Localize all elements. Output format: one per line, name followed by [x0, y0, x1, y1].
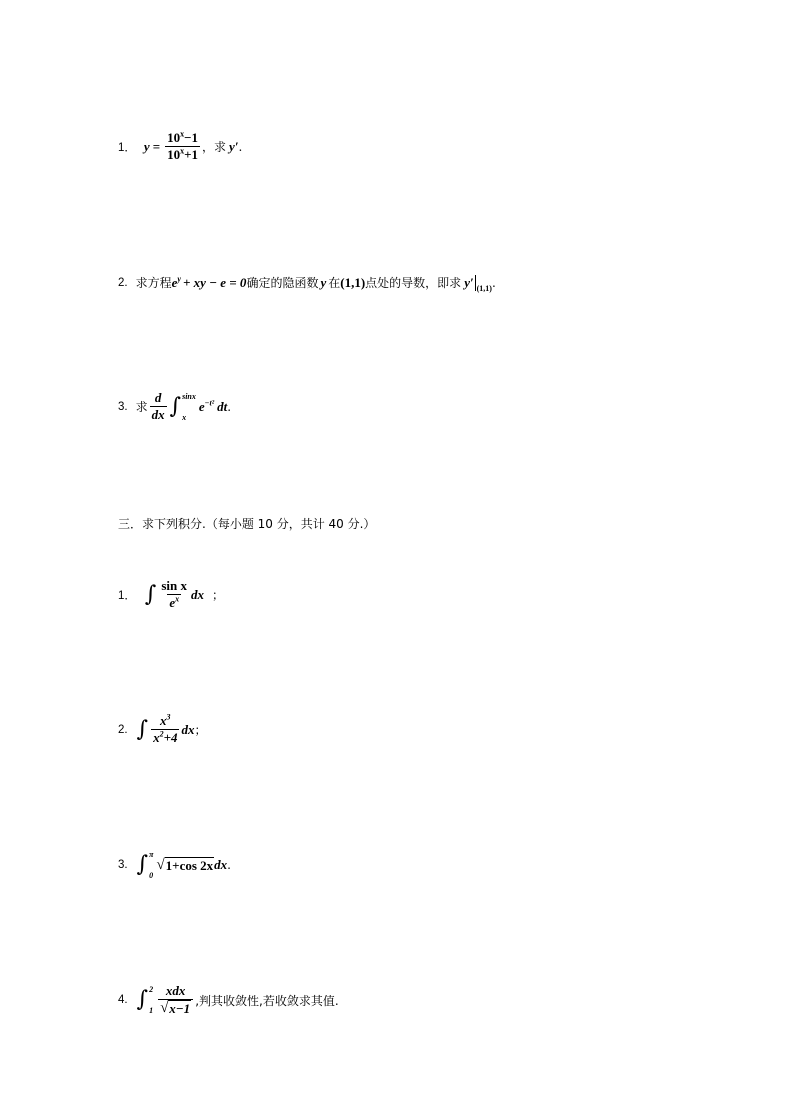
problem-3-4	[118, 983, 339, 1017]
integral-limits: sinx x	[182, 391, 196, 422]
differential: dx	[191, 586, 205, 602]
integral-sign: ∫	[144, 581, 157, 607]
period: .	[227, 399, 232, 414]
problem-3-3	[118, 850, 231, 880]
punctuation: ；	[212, 588, 225, 602]
fraction: $\frac{\text{sin x}}{e^x}$	[161, 578, 188, 610]
math-deriv: y′	[464, 274, 474, 290]
problem-number: 1．	[118, 141, 136, 154]
problem-3-1	[118, 578, 224, 611]
problem-text: ，求	[202, 140, 227, 154]
fraction: $\frac{x^3}{x^2+4}$	[153, 712, 178, 745]
fraction: xdx √ x−1	[158, 983, 193, 1017]
problem-text: 求	[135, 400, 148, 414]
problem-2-3	[118, 390, 231, 423]
math-var: y	[143, 138, 150, 154]
math-num: −1	[184, 130, 199, 145]
math-num: 10	[167, 147, 181, 162]
punctuation: ；	[194, 723, 207, 737]
problem-number: 3.	[118, 400, 128, 413]
math-exp: x	[180, 129, 185, 139]
period: .	[491, 275, 496, 290]
problem-number: 2.	[118, 723, 128, 736]
problem-number: 2.	[118, 276, 128, 289]
integral-sign: ∫	[136, 716, 149, 742]
math-expr: + xy − e = 0	[182, 274, 247, 290]
math-deriv: y′	[229, 138, 239, 154]
math-var: y	[320, 274, 327, 290]
problem-text: 在	[328, 276, 341, 290]
problem-text: 确定的隐函数	[246, 276, 319, 290]
differential: dx	[214, 857, 228, 872]
math-exp: x	[180, 146, 185, 156]
problem-text: ,判其收敛性,若收敛求其值.	[195, 993, 339, 1008]
problem-text: 点处的导数，即求	[365, 276, 462, 290]
differential: dx	[181, 721, 195, 737]
evaluation-bar	[475, 275, 476, 291]
section-heading: 三．求下列积分.（每小题 10 分，共计 40 分.）	[118, 517, 376, 531]
integral-limits: 2 1	[149, 985, 154, 1015]
derivative-operator: $\frac{d}{dx}$	[151, 390, 165, 422]
math-num: 10	[167, 130, 181, 145]
period: .	[238, 139, 243, 154]
problem-number: 4.	[118, 994, 128, 1006]
integral-sign: ∫	[136, 852, 149, 877]
problem-text: 求方程	[135, 276, 172, 290]
problem-2-2	[118, 274, 496, 291]
problem-number: 3.	[118, 859, 128, 871]
math-point: (1,1)	[340, 274, 366, 290]
math-num: +1	[184, 147, 199, 162]
period: .	[227, 858, 231, 872]
differential: dt	[217, 398, 228, 414]
integrand: $e^{-t^2}$	[198, 398, 215, 414]
math-point: (1,1)	[476, 284, 492, 293]
math-expr: $e^y$	[171, 274, 181, 290]
math-op: =	[152, 138, 161, 154]
integral-sign: ∫	[169, 393, 182, 419]
integral-sign: ∫	[136, 987, 149, 1012]
problem-2-1	[118, 130, 242, 163]
square-root: √ 1+cos 2x	[156, 856, 214, 873]
problem-number: 1．	[118, 589, 136, 602]
fraction	[165, 130, 200, 163]
integral-limits: π 0	[149, 850, 154, 880]
problem-3-2	[118, 713, 207, 746]
